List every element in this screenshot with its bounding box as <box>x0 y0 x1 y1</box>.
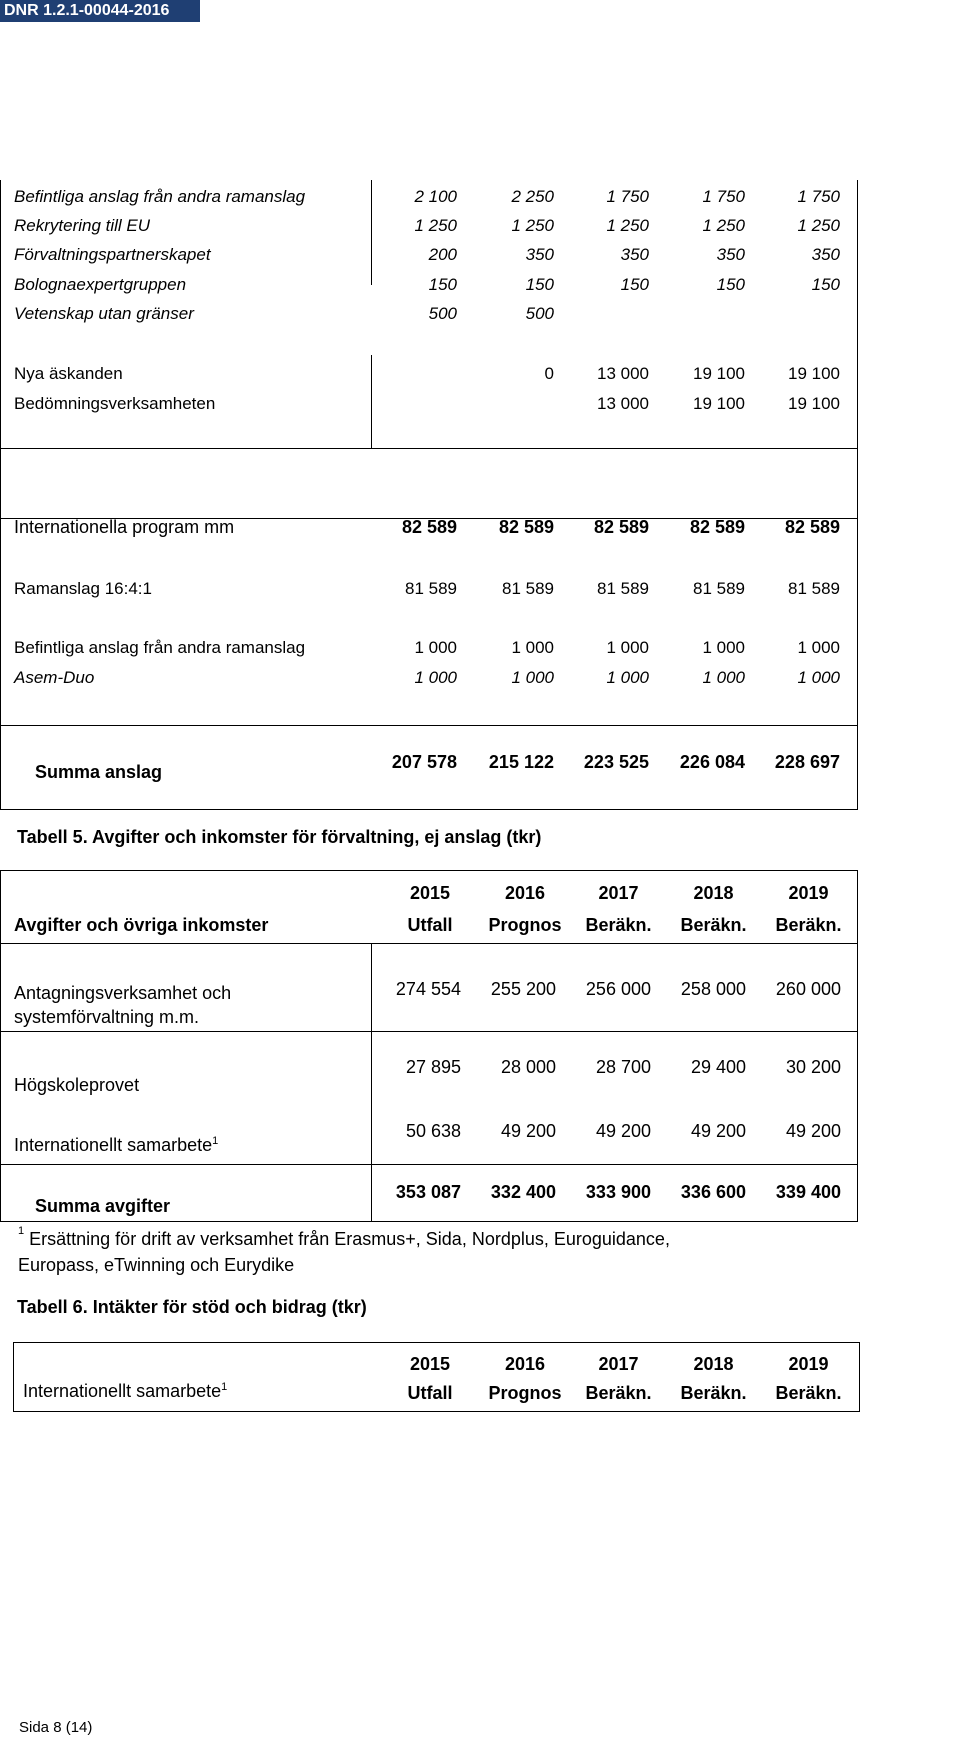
table-header-label: Avgifter och övriga inkomster <box>14 915 269 935</box>
kind-header: Beräkn. <box>680 1383 747 1403</box>
document-reference-number: DNR 1.2.1-00044-2016 <box>0 0 200 22</box>
kind-header: Beräkn. <box>585 915 652 935</box>
kind-header: Utfall <box>407 1383 453 1403</box>
budget-table: Befintliga anslag från andra ramanslag 2 100 2 250 1 750 1 750 1 750 Rekrytering till EU 1 250 1 250 1 250 1 250 1 250 Förvaltningspartnerskapet 200 350 350 350 350 Bolognaexpertgruppen 150 150 150 150 150 Vetenskap utan gränser 500 500 Nya äskanden 0 13 000 19 100 19 100 Bedömningsverksamheten 13 000 19 100 19 100 Internationella program mm 82 589 82 589 82 589 82 589 82 589 Ramanslag 16:4:1 81 589 81 589 81 589 81 589 81 589 Befintliga anslag från andra ramanslag 1 000 1 000 1 000 1 000 1 000 Asem-Duo 1 000 1 000 1 000 1 000 1 000 Summa anslag 207 578 215 122 223 525 226 084 228 697 <box>0 180 858 810</box>
year-header: 2016 <box>504 883 546 903</box>
year-header: 2019 <box>788 883 829 903</box>
kind-header: Prognos <box>488 1383 562 1403</box>
table-caption: Tabell 5. Avgifter och inkomster för förvaltning, ej anslag (tkr) <box>17 827 542 847</box>
kind-header: Beräkn. <box>680 915 747 935</box>
grants-table <box>13 1342 860 1412</box>
year-header: 2019 <box>788 1354 829 1374</box>
kind-header: Utfall <box>407 915 453 935</box>
footnote: $^1$ Ersättning för drift av verksamhet från Erasmus+, Sida, Nordplus, Euroguidance, Europass, eTwinning och Eurydike <box>18 1225 670 1275</box>
year-header: 2015 <box>409 883 451 903</box>
year-header: 2018 <box>693 1354 734 1374</box>
year-header: 2015 <box>409 1354 451 1374</box>
year-header: 2016 <box>504 1354 546 1374</box>
table-header-label: Internationellt samarbete$^1$ <box>23 1381 228 1401</box>
year-header: 2017 <box>598 1354 639 1374</box>
year-header: 2018 <box>693 883 734 903</box>
footnote-mark: 1 <box>18 1225 25 1237</box>
fees-table: 2015 2016 2017 2018 2019 Avgifter och övriga inkomster Utfall Prognos Beräkn. Beräkn. Beräkn. Antagningsverksamhet och systemförvaltning m.m. 274 554 255 200 256 000 258 000 260 000 Högskoleprovet 27 895 28 000 28 700 29 400 30 200 Internationellt samarbete$^1$ 50 638 49 200 49 200 49 200 49 200 Summa avgifter 353 087 332 400 333 900 336 600 339 400 <box>0 870 858 1222</box>
kind-header: Beräkn. <box>775 915 842 935</box>
year-header: 2017 <box>598 883 639 903</box>
table-caption: Tabell 6. Intäkter för stöd och bidrag (tkr) <box>17 1297 367 1317</box>
kind-header: Beräkn. <box>775 1383 842 1403</box>
page-number: Sida 8 (14) <box>19 1719 93 1736</box>
kind-header: Prognos <box>488 915 562 935</box>
kind-header: Beräkn. <box>585 1383 652 1403</box>
